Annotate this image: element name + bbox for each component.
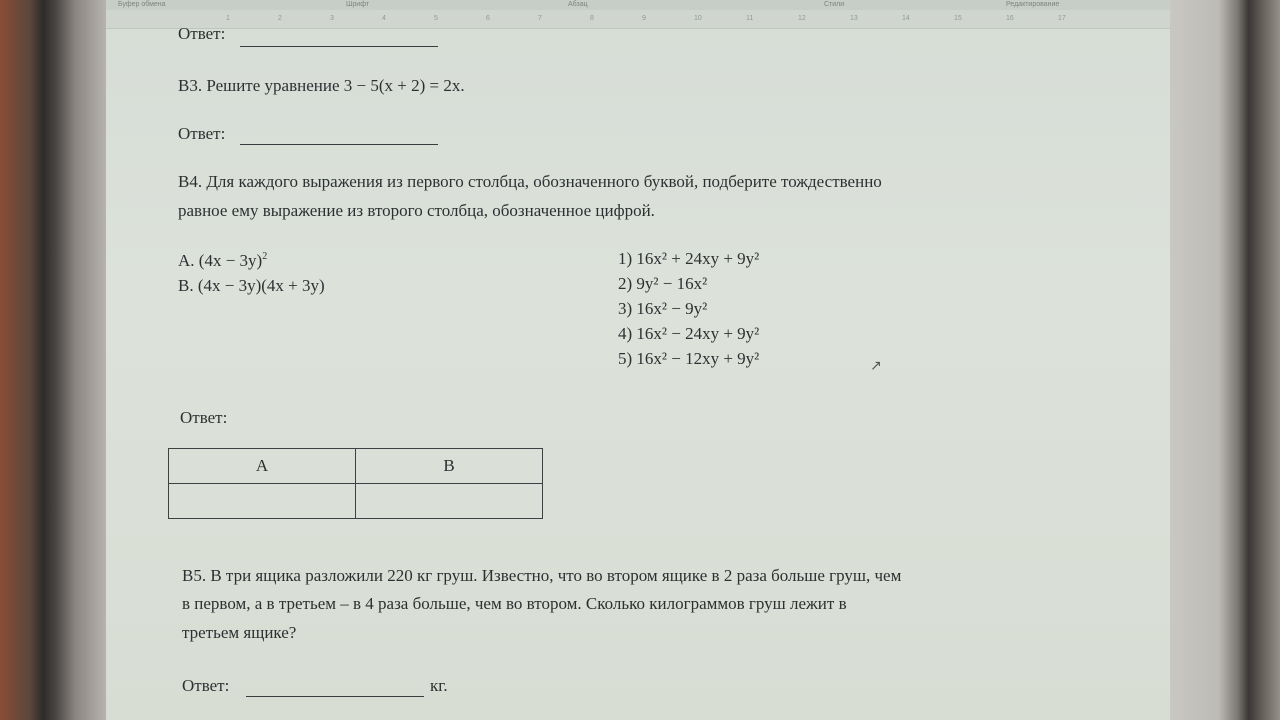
b4-table-header-a: А [169, 449, 356, 484]
ruler-mark: 2 [278, 15, 282, 22]
ruler-mark: 17 [1058, 15, 1066, 22]
b2-answer-label: Ответ: [178, 24, 226, 43]
ruler-mark: 14 [902, 15, 910, 22]
ruler-mark: 13 [850, 15, 858, 22]
ruler-mark: 7 [538, 15, 542, 22]
b4-answer-label: Ответ: [180, 408, 228, 427]
b4-expr-a-exponent: 2 [262, 251, 268, 262]
b5-text-line3: третьем ящике? [182, 623, 297, 642]
monitor-bezel-right [1168, 0, 1280, 720]
mouse-pointer-icon: ↗ [870, 358, 882, 374]
ribbon-group-paragraph[interactable]: Абзац [568, 1, 588, 8]
ribbon-group-clipboard[interactable]: Буфер обмена [118, 1, 166, 8]
b4-answer-cell-b[interactable] [356, 484, 543, 519]
b5-answer-label: Ответ: [182, 676, 230, 695]
b3-prefix: В3. Решите уравнение [178, 76, 344, 95]
b4-answer-table [168, 448, 543, 519]
b4-text-line1: В4. Для каждого выражения из первого столбца, обозначенного буквой, подберите тождественно [178, 172, 882, 191]
b4-options [618, 246, 759, 371]
horizontal-ruler[interactable] [106, 10, 1170, 29]
b4-expressions [178, 248, 325, 298]
b4-expression-b [178, 273, 325, 298]
b3-answer-blank[interactable] [240, 144, 438, 145]
ruler-mark: 3 [330, 15, 334, 22]
ribbon-group-font[interactable]: Шрифт [346, 1, 370, 8]
b5-text-line1: В5. В три ящика разложили 220 кг груш. Известно, что во втором ящике в 2 раза больше груш, чем [182, 566, 902, 585]
monitor-bezel-left [0, 0, 108, 720]
ruler-mark: 9 [642, 15, 646, 22]
b3-equation: 3 − 5(x + 2) = 2x. [343, 76, 465, 95]
b4-table-header-b: В [356, 449, 543, 484]
b4-text-line2: равное ему выражение из второго столбца, обозначенное цифрой. [178, 201, 655, 220]
ribbon-group-labels [106, 0, 1170, 10]
b4-expr-a-label: А. [178, 251, 195, 270]
b4-expr-a: (4x − 3y) [198, 251, 263, 270]
b4-answer-cell-a[interactable] [169, 484, 356, 519]
ruler-mark: 5 [434, 15, 438, 22]
b2-answer-blank[interactable] [240, 46, 438, 47]
ruler-mark: 6 [486, 15, 490, 22]
document-page[interactable] [106, 24, 1170, 720]
b4-option-2: 2) 9y² − 16x² [618, 274, 708, 293]
b4-option-1: 1) 16x² + 24xy + 9y² [618, 249, 760, 268]
b5-text-line2: в первом, а в третьем – в 4 раза больше, чем во втором. Сколько килограммов груш лежит в [182, 594, 847, 613]
ruler-mark: 8 [590, 15, 594, 22]
ruler-mark: 11 [746, 15, 754, 22]
b5-answer-blank[interactable] [246, 696, 424, 697]
ruler-mark: 10 [694, 15, 702, 22]
b4-option-3: 3) 16x² − 9y² [618, 299, 708, 318]
ruler-mark: 15 [954, 15, 962, 22]
b4-option-4: 4) 16x² − 24xy + 9y² [618, 324, 760, 343]
b3-answer-label: Ответ: [178, 124, 226, 143]
b4-expr-b-label: В. [178, 276, 194, 295]
ribbon-group-styles[interactable]: Стили [824, 1, 845, 8]
ruler-mark: 12 [798, 15, 806, 22]
b4-expr-b: (4x − 3y)(4x + 3y) [197, 276, 325, 295]
ruler-mark: 1 [226, 15, 230, 22]
b4-expression-a [178, 248, 325, 273]
b3-task [178, 76, 465, 96]
ribbon-group-editing[interactable]: Редактирование [1006, 1, 1060, 8]
document-window [106, 0, 1170, 720]
b4-option-5: 5) 16x² − 12xy + 9y² [618, 349, 760, 368]
ruler-mark: 16 [1006, 15, 1014, 22]
ruler-mark: 4 [382, 15, 386, 22]
b5-unit: кг. [430, 676, 448, 695]
